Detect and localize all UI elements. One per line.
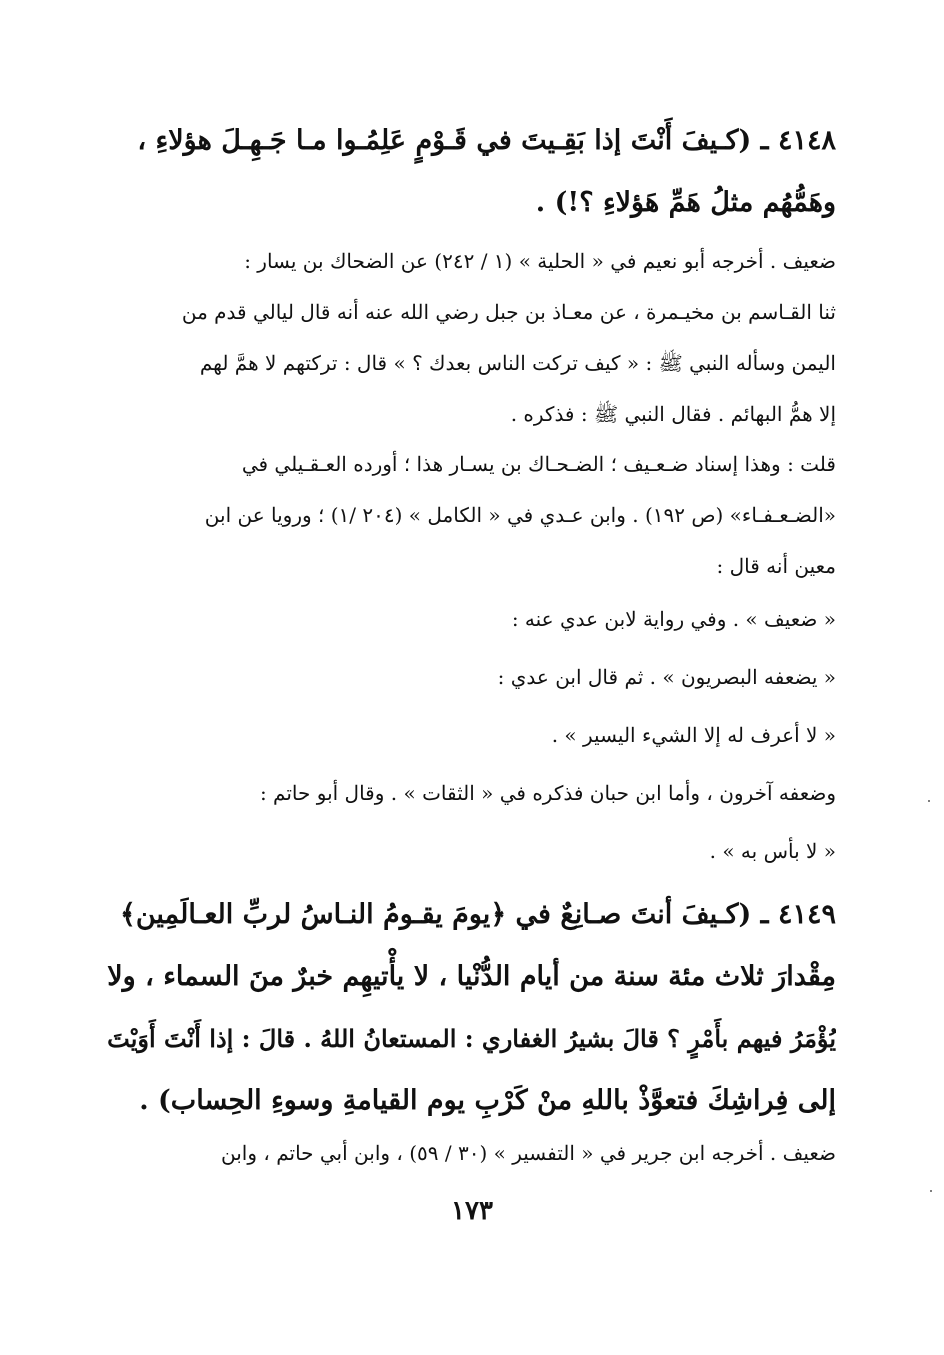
quote-line: وضعفه آخرون ، وأما ابن حبان فذكره في « الثقات » . وقال أبو حاتم : xyxy=(259,781,836,805)
hadith-4148 xyxy=(104,110,836,234)
quote-line: « يضعفه البصريون » . ثم قال ابن عدي : xyxy=(497,665,836,689)
hadith-line: إلى فِراشِكَ فتعوَّذْ باللهِ منْ كَرْبِ يوم القيامةِ وسوءِ الحِساب) . xyxy=(139,1085,836,1116)
scan-speck xyxy=(928,800,930,802)
hadith-line: يُؤْمَرُ فيهم بأَمْرٍ ؟ قالَ بشيرُ الغفاري : المستعانُ اللهُ . قالَ : إذا أَنْتَ أَوَيْتَ xyxy=(107,1024,836,1053)
quote-line: « ضعيف » . وفي رواية لابن عدي عنه : xyxy=(511,607,836,631)
quote-line: « لا بأس به » . xyxy=(709,839,836,863)
commentary-line: اليمن وسأله النبي ﷺ : « كيف تركت الناس بعدك ؟ » قال : تركتهم لا همَّ لهم xyxy=(199,351,836,375)
hadith-4149 xyxy=(104,884,836,1132)
commentary-paragraph xyxy=(104,439,836,592)
commentary-paragraph xyxy=(104,1128,836,1179)
commentary-line: ثنا القـاسم بن مخيـمرة ، عن معـاذ بن جبل رضي الله عنه أنه قال ليالي قدم من xyxy=(181,300,836,324)
commentary-line: ضعيف . أخرجه أبو نعيم في « الحلية » (١ / ٢٤٢) عن الضحاك بن يسار : xyxy=(244,249,836,273)
commentary-line: قلت : وهذا إسناد ضـعـيف ؛ الضـحـاك بن يسـار هذا ؛ أورده العـقـيلي في xyxy=(241,452,836,476)
hadith-line: ٤١٤٩ ـ (كـيفَ أنتَ صـانِعٌ في ﴿يومَ يقـومُ النـاسُ لربِّ العـالَمِين﴾ xyxy=(120,899,836,930)
commentary-line: ضعيف . أخرجه ابن جرير في « التفسير » (٣٠ / ٥٩) ، وابن أبي حاتم ، وابن xyxy=(221,1141,836,1165)
commentary-line: إلا همُّ البهائم . فقال النبي ﷺ : فذكره . xyxy=(510,402,836,426)
hadith-line: مِقْدارَ ثلاث مئة سنة من أيام الدُّنْيا ، لا يأْتيهِم خبرٌ منَ السماء ، ولا xyxy=(107,961,836,992)
quote-line: « لا أعرف له إلا الشيء اليسير » . xyxy=(551,723,836,747)
hadith-line: ٤١٤٨ ـ (كـيفَ أَنْتَ إذا بَقِـيتَ في قَـوْمٍ عَلِمُـوا مـا جَـهِـلَ هؤلاءِ ، xyxy=(137,125,836,156)
page-number: ١٧٣ xyxy=(451,1196,493,1226)
commentary-line: «الضـعـفـاء» (ص ١٩٢) . وابن عـدي في « الكامل » (٢٠٤ /١) ؛ ورويا عن ابن xyxy=(204,503,836,527)
commentary-paragraph xyxy=(104,236,836,440)
scan-speck xyxy=(930,1190,932,1192)
commentary-line: معين أنه قال : xyxy=(716,554,836,578)
hadith-line: وهَمُّهُم مثلُ هَمِّ هَؤلاءِ ؟!) . xyxy=(535,187,836,218)
